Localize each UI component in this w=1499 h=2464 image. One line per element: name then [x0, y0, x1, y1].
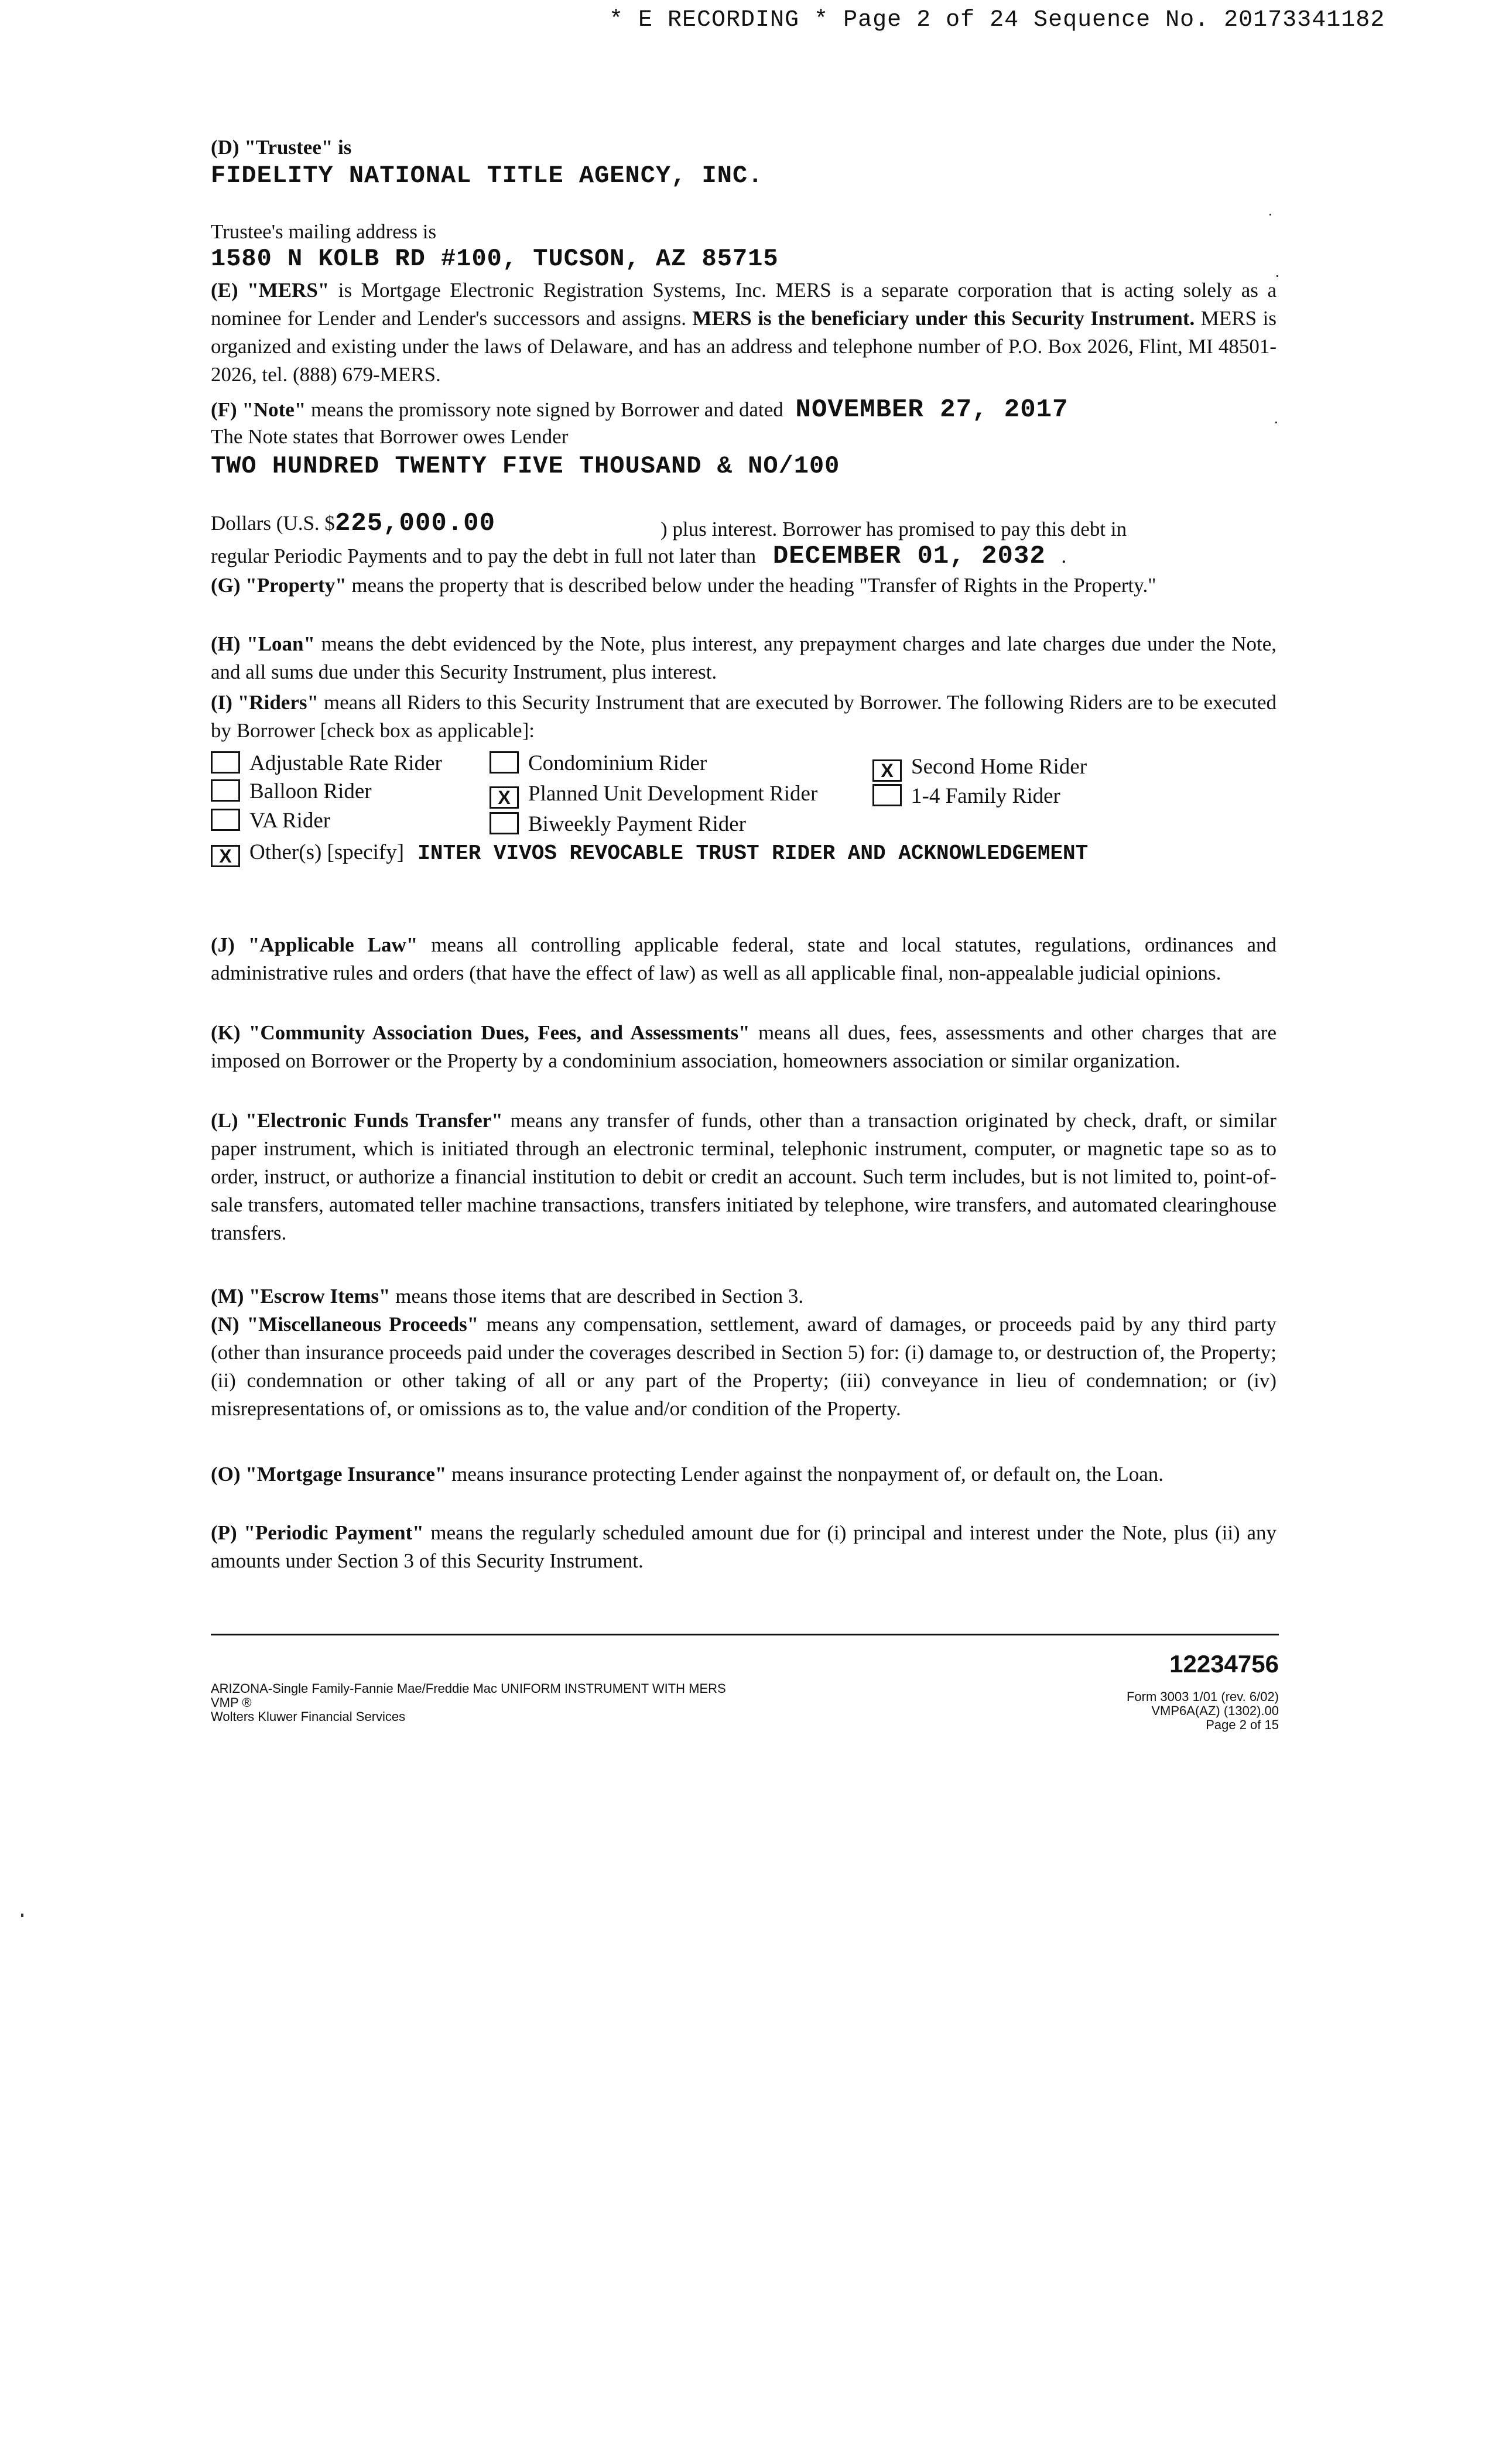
trustee-name: FIDELITY NATIONAL TITLE AGENCY, INC.: [211, 162, 764, 190]
other-rider-value: INTER VIVOS REVOCABLE TRUST RIDER AND ACKNOWLEDGEMENT: [417, 841, 1089, 865]
rider-checkbox[interactable]: X: [211, 845, 240, 867]
section-e-text2: MERS is organized and existing under the laws of Delaware, and has an address and telephone number of P.O. Box 2026, Flint, MI 48501-2026, tel. (888) 679-MERS.: [211, 307, 1276, 386]
section-m-text: means those items that are described in Section 3.: [390, 1285, 804, 1308]
form-number: Form 3003 1/01 (rev. 6/02): [1126, 1689, 1279, 1704]
rider-condominium: [490, 751, 707, 776]
rider-label: Planned Unit Development Rider: [528, 782, 818, 806]
loan-number: 12234756: [1169, 1650, 1279, 1678]
section-i-text: means all Riders to this Security Instrument that are executed by Borrower. The following Riders are to be executed by Borrower [check box as applicable]:: [211, 691, 1276, 742]
section-l-text: means any transfer of funds, other than a transaction originated by check, draft, or similar paper instrument, which is initiated through an electronic terminal, telephonic instrument, computer, or magnetic tape so as to order, instruct, or authorize a financial institution to debit or credit an account. Such term includes, but is not limited to, point-of-sale transfers, automated teller machine transactions, transfers initiated by telephone, wire transfers, and automated clearinghouse transfers.: [211, 1109, 1277, 1244]
rider-balloon: [211, 779, 372, 804]
footer-divider: [211, 1634, 1279, 1635]
rider-checkbox[interactable]: [490, 751, 519, 774]
section-n-label: (N) "Miscellaneous Proceeds": [211, 1313, 479, 1336]
rider-1-4-family: [872, 783, 1060, 809]
rider-label: Adjustable Rate Rider: [249, 751, 442, 775]
footer-right: [1042, 1690, 1279, 1732]
rider-checkbox[interactable]: [490, 812, 519, 834]
recording-header: * E RECORDING * Page 2 of 24 Sequence No. 20173341182: [609, 7, 1385, 33]
rider-label: 1-4 Family Rider: [911, 784, 1060, 808]
rider-second-home: [872, 754, 1087, 782]
vendor-mark: VMP ®: [211, 1695, 252, 1710]
periodic-text: regular Periodic Payments and to pay the debt in full not later than: [211, 545, 757, 567]
rider-checkbox[interactable]: X: [872, 759, 902, 782]
section-m-label: (M) "Escrow Items": [211, 1285, 391, 1308]
margin-dot: [1275, 422, 1277, 423]
section-j-label: (J) "Applicable Law": [211, 933, 418, 956]
rider-planned-unit-development: [490, 781, 817, 809]
amount-words: TWO HUNDRED TWENTY FIVE THOUSAND & NO/100: [211, 452, 840, 480]
section-p-label: (P) "Periodic Payment": [211, 1521, 424, 1544]
section-o-label: (O) "Mortgage Insurance": [211, 1463, 447, 1486]
section-p-text: means the regularly scheduled amount due for (i) principal and interest under the Note, plus (ii) any amounts under Section 3 of this Security Instrument.: [211, 1521, 1276, 1572]
form-code: VMP6A(AZ) (1302).00: [1151, 1703, 1279, 1718]
trustee-label: (D) "Trustee" is: [211, 136, 352, 159]
plus-interest-text: ) plus interest. Borrower has promised to pay this debt in: [660, 518, 1127, 540]
section-g-label: (G) "Property": [211, 574, 347, 597]
form-title: ARIZONA-Single Family-Fannie Mae/Freddie Mac UNIFORM INSTRUMENT WITH MERS: [211, 1681, 726, 1696]
rider-checkbox[interactable]: X: [490, 786, 519, 809]
section-k-label: (K) "Community Association Dues, Fees, and Assessments": [211, 1021, 750, 1044]
rider-label: Second Home Rider: [911, 755, 1087, 779]
rider-label: VA Rider: [249, 809, 331, 833]
section-e-label: (E) "MERS": [211, 279, 330, 302]
maturity-line: [211, 542, 1066, 570]
maturity-date: DECEMBER 01, 2032: [772, 542, 1046, 571]
section-i-label: (I) "Riders": [211, 691, 319, 714]
rider-checkbox[interactable]: [211, 809, 240, 831]
section-n-text: means any compensation, settlement, award of damages, or proceeds paid by any third party (other than insurance proceeds paid under the coverages described in Section 5) for: (i) damage to, or destruction of, the Property; (ii) condemnation or other taking of all or any part of the Property; (iii) conveyance in lieu of condemnation; or (iv) misrepresentations of, or omissions as to, the value and/or condition of the Property.: [211, 1313, 1276, 1420]
section-e-text: is Mortgage Electronic Registration Systems, Inc. MERS is a separate corporation that is acting solely as a nominee for Lender and Lender's successors and assigns.: [211, 279, 1276, 330]
section-k-community-association: [211, 1019, 1276, 1075]
rider-checkbox[interactable]: [211, 751, 240, 774]
section-o-mortgage-insurance: [211, 1460, 1276, 1488]
dollars-line: [211, 509, 495, 538]
section-h-loan: [211, 630, 1276, 686]
rider-label: Biweekly Payment Rider: [528, 812, 746, 836]
section-g-property: [211, 571, 1276, 600]
section-g-text: means the property that is described below under the heading "Transfer of Rights in the Property.": [346, 574, 1156, 597]
section-f-text: means the promissory note signed by Borrower and dated: [306, 398, 789, 421]
dollars-prefix: Dollars (U.S. $: [211, 512, 335, 535]
margin-dot: [1269, 214, 1271, 215]
section-l-electronic-funds-transfer: [211, 1107, 1276, 1247]
scan-speck: [21, 1914, 23, 1917]
rider-adjustable-rate: [211, 751, 442, 776]
trustee-mailing-address: 1580 N KOLB RD #100, TUCSON, AZ 85715: [211, 245, 779, 273]
footer-left: [211, 1682, 726, 1724]
section-k-text: means all dues, fees, assessments and other charges that are imposed on Borrower or the Property by a condominium association, homeowners association or similar organization.: [211, 1021, 1276, 1072]
loan-amount: 225,000.00: [334, 509, 495, 538]
section-m-escrow-items: [211, 1282, 1276, 1310]
section-e-bold: MERS is the beneficiary under this Security Instrument.: [692, 307, 1195, 330]
section-h-label: (H) "Loan": [211, 632, 315, 655]
trustee-mailing-label: Trustee's mailing address is: [211, 220, 437, 243]
section-j-applicable-law: [211, 931, 1276, 987]
rider-checkbox[interactable]: [211, 779, 240, 802]
page-number: Page 2 of 15: [1206, 1717, 1279, 1732]
rider-label: Condominium Rider: [528, 751, 707, 775]
note-date: NOVEMBER 27, 2017: [795, 395, 1069, 425]
section-i-riders: [211, 689, 1276, 745]
section-e-mers: [211, 276, 1276, 389]
section-f-label: (F) "Note": [211, 398, 306, 421]
section-j-text: means all controlling applicable federal, state and local statutes, regulations, ordinances and administrative rules and orders (that have the effect of law) as well as all applicable final, non-appealable judicial opinions.: [211, 933, 1276, 984]
publisher: Wolters Kluwer Financial Services: [211, 1709, 406, 1724]
rider-label: Other(s) [specify]: [249, 840, 405, 864]
section-f-note: [211, 396, 1068, 424]
section-o-text: means insurance protecting Lender against the nonpayment of, or default on, the Loan.: [446, 1463, 1163, 1486]
section-l-label: (L) "Electronic Funds Transfer": [211, 1109, 503, 1132]
rider-va: [211, 808, 330, 833]
rider-checkbox[interactable]: [872, 784, 902, 806]
owes-text: The Note states that Borrower owes Lender: [211, 425, 569, 448]
rider-label: Balloon Rider: [249, 779, 372, 803]
rider-other: [211, 840, 1088, 867]
section-p-periodic-payment: [211, 1519, 1276, 1575]
maturity-period: .: [1061, 545, 1067, 567]
section-n-miscellaneous-proceeds: [211, 1310, 1276, 1423]
rider-biweekly-payment: [490, 812, 746, 837]
section-h-text: means the debt evidenced by the Note, plus interest, any prepayment charges and late charges due under the Note, and all sums due under this Security Instrument, plus interest.: [211, 632, 1276, 683]
margin-dot: [1276, 275, 1278, 277]
